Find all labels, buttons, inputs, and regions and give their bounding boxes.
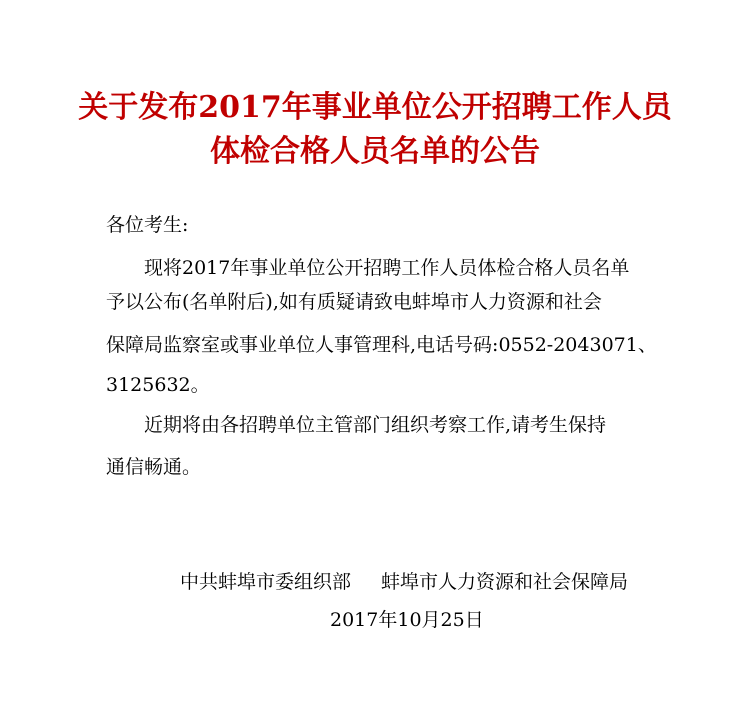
paragraph-1-line-1: 现将2017年事业单位公开招聘工作人员体检合格人员名单	[144, 257, 630, 279]
signature-date: 2017年10月25日	[330, 609, 484, 631]
paragraph-2-line-2: 通信畅通。	[106, 456, 202, 478]
signature-org-2: 蚌埠市人力资源和社会保障局	[381, 571, 629, 593]
paragraph-2-line-1: 近期将由各招聘单位主管部门组织考察工作,请考生保持	[144, 414, 607, 436]
signature-organizations	[180, 570, 680, 594]
notice-title-line-1: 关于发布2017年事业单位公开招聘工作人员	[78, 90, 672, 125]
notice-title-line-2: 体检合格人员名单的公告	[210, 134, 540, 169]
signature-org-1: 中共蚌埠市委组织部	[180, 571, 352, 593]
paragraph-1-line-2: 予以公布(名单附后),如有质疑请致电蚌埠市人力资源和社会	[106, 291, 602, 313]
paragraph-1-line-4: 3125632。	[106, 374, 210, 396]
paragraph-1-line-3: 保障局监察室或事业单位人事管理科,电话号码:0552-2043071、	[106, 334, 657, 356]
salutation: 各位考生:	[106, 214, 189, 236]
